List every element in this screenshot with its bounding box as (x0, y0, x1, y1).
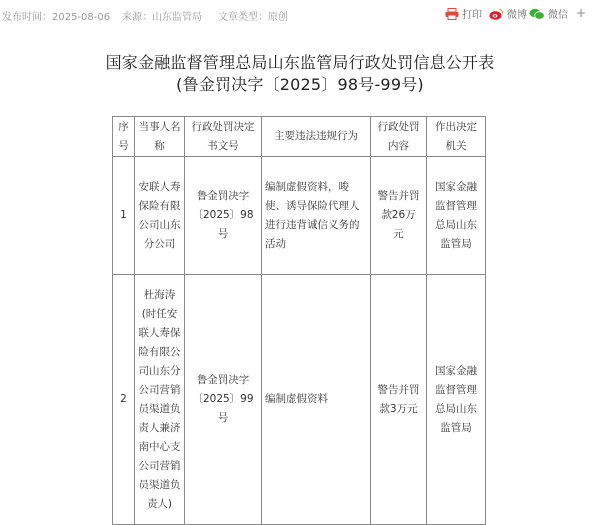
header-no: 序 号 (113, 117, 135, 157)
header-party: 当事人名 称 (135, 117, 185, 157)
penalty-table (112, 116, 486, 525)
table-row (113, 157, 486, 275)
cell-penalty-content: 警告并罚 款26万 元 (371, 157, 427, 275)
header-authority: 作出决定 机关 (427, 117, 486, 157)
article-meta-bar (0, 0, 600, 30)
page-subtitle: (鲁金罚决字〔2025〕98号-99号) (176, 75, 424, 94)
weibo-share-button[interactable] (489, 6, 527, 21)
cell-violation: 编制虚假资料 (262, 275, 371, 525)
cell-doc-number: 鲁金罚决字 〔2025〕98 号 (185, 157, 262, 275)
table-header-row (113, 117, 486, 157)
wechat-share-button[interactable] (529, 6, 568, 21)
cell-no: 1 (113, 157, 135, 275)
publish-time: 发布时间：2025-08-06 (2, 12, 111, 23)
page-title: 国家金融监督管理总局山东监管局行政处罚信息公开表 (105, 53, 495, 72)
table-row (113, 275, 486, 525)
header-violation: 主要违法违规行为 (262, 117, 371, 157)
cell-penalty-content: 警告并罚 款3万元 (371, 275, 427, 525)
print-label: 打印 (462, 10, 482, 21)
printer-icon (445, 8, 459, 20)
weibo-label: 微博 (507, 10, 527, 21)
cell-no: 2 (113, 275, 135, 525)
more-share-button[interactable] (576, 6, 586, 20)
print-button[interactable] (445, 6, 482, 21)
cell-party: 安联人寿 保险有限 公司山东 分公司 (135, 157, 185, 275)
cell-authority: 国家金融 监督管理 总局山东 监管局 (427, 275, 486, 525)
cell-violation: 编制虚假资料，唆 使、诱导保险代理人 进行违背诚信义务的 活动 (262, 157, 371, 275)
source-label: 来源：山东监管局 (122, 12, 202, 23)
weibo-icon (489, 8, 504, 20)
header-penalty-content: 行政处罚 内容 (371, 117, 427, 157)
cell-doc-number: 鲁金罚决字 〔2025〕99 号 (185, 275, 262, 525)
header-doc-number: 行政处罚决定 书文号 (185, 117, 262, 157)
cell-authority: 国家金融 监督管理 总局山东 监管局 (427, 157, 486, 275)
wechat-label: 微信 (548, 10, 568, 21)
wechat-icon (529, 8, 545, 20)
cell-party: 杜海涛 (时任安 联人寿保 险有限公 司山东分 公司营销 员渠道负 责人兼济 南中心支 公司营销 员渠道负 责人) (135, 275, 185, 525)
article-type: 文章类型：原创 (218, 12, 288, 23)
plus-icon: + (576, 6, 587, 20)
